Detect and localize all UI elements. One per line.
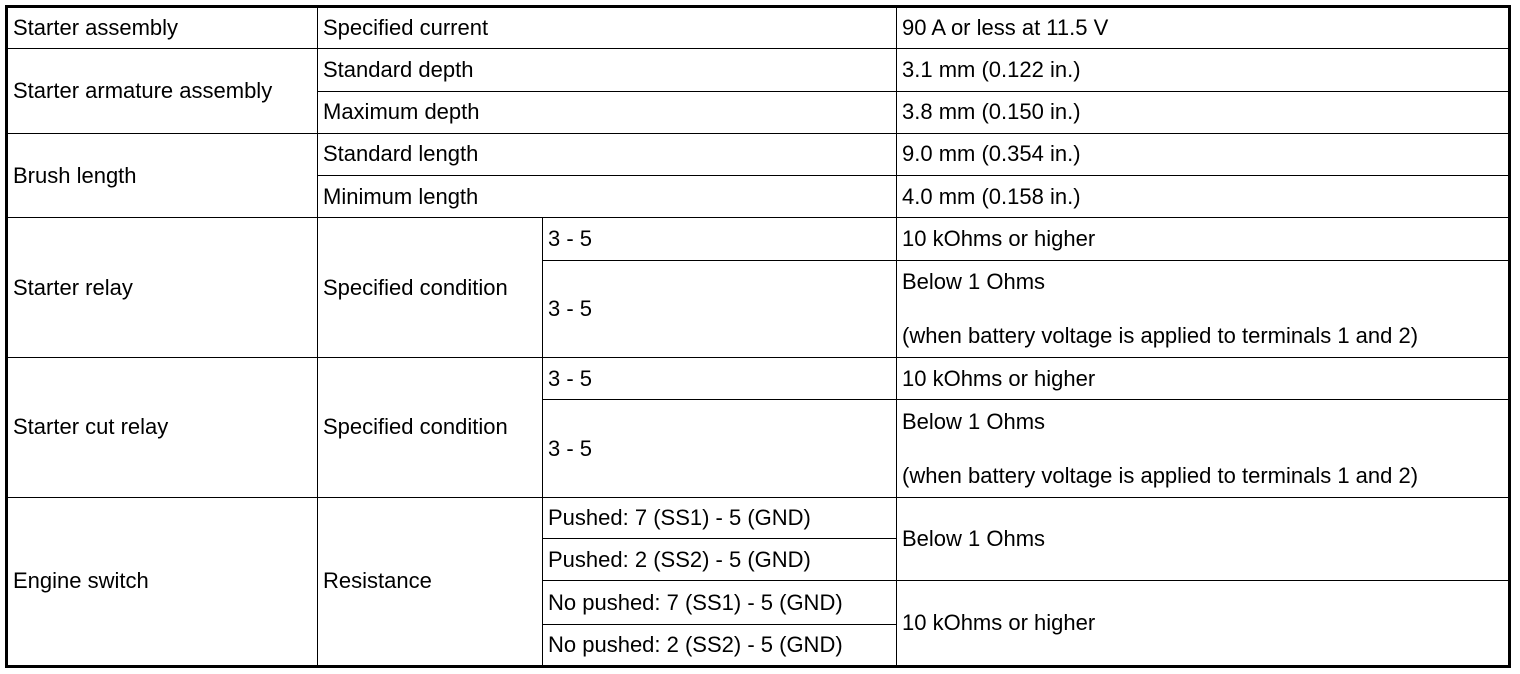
table-row [7,497,1510,538]
value-starter-cut-relay-1: 10 kOhms or higher [897,358,1510,400]
value-starter-cut-relay-2 [897,400,1510,498]
value-no-pushed: 10 kOhms or higher [897,581,1510,667]
item-starter-assembly: Starter assembly [7,7,318,49]
item-starter-armature-assembly: Starter armature assembly [7,49,318,134]
table-row [7,49,1510,91]
terminal-starter-relay-1: 3 - 5 [543,218,897,260]
item-engine-switch: Engine switch [7,497,318,666]
value-starter-relay-2 [897,260,1510,358]
value-standard-depth: 3.1 mm (0.122 in.) [897,49,1510,91]
value-maximum-depth: 3.8 mm (0.150 in.) [897,91,1510,133]
value-starter-relay-1: 10 kOhms or higher [897,218,1510,260]
table-row [7,133,1510,175]
table-row [7,358,1510,400]
value-note: (when battery voltage is applied to terminals 1 and 2) [902,322,1419,348]
table-row [7,7,1510,49]
value-line: Below 1 Ohms [902,408,1046,434]
terminal-pushed-ss1: Pushed: 7 (SS1) - 5 (GND) [543,497,897,538]
value-pushed: Below 1 Ohms [897,497,1510,581]
label-maximum-depth: Maximum depth [318,91,897,133]
condition-engine-switch: Resistance [318,497,543,666]
terminal-starter-relay-2: 3 - 5 [543,260,897,358]
label-standard-depth: Standard depth [318,49,897,91]
terminal-pushed-ss2: Pushed: 2 (SS2) - 5 (GND) [543,539,897,581]
terminal-no-pushed-ss1: No pushed: 7 (SS1) - 5 (GND) [543,581,897,624]
label-minimum-length: Minimum length [318,176,897,218]
terminal-starter-cut-relay-2: 3 - 5 [543,400,897,498]
terminal-no-pushed-ss2: No pushed: 2 (SS2) - 5 (GND) [543,624,897,666]
value-note: (when battery voltage is applied to terminals 1 and 2) [902,462,1419,488]
condition-specified-current: Specified current [318,7,897,49]
table-row [7,218,1510,260]
value-line: Below 1 Ohms [902,268,1046,294]
terminal-starter-cut-relay-1: 3 - 5 [543,358,897,400]
item-starter-relay: Starter relay [7,218,318,358]
item-starter-cut-relay: Starter cut relay [7,358,318,498]
value-specified-current: 90 A or less at 11.5 V [897,7,1510,49]
specification-table [5,5,1511,668]
item-brush-length: Brush length [7,133,318,218]
condition-starter-cut-relay: Specified condition [318,358,543,498]
condition-starter-relay: Specified condition [318,218,543,358]
label-standard-length: Standard length [318,133,897,175]
value-standard-length: 9.0 mm (0.354 in.) [897,133,1510,175]
value-minimum-length: 4.0 mm (0.158 in.) [897,176,1510,218]
